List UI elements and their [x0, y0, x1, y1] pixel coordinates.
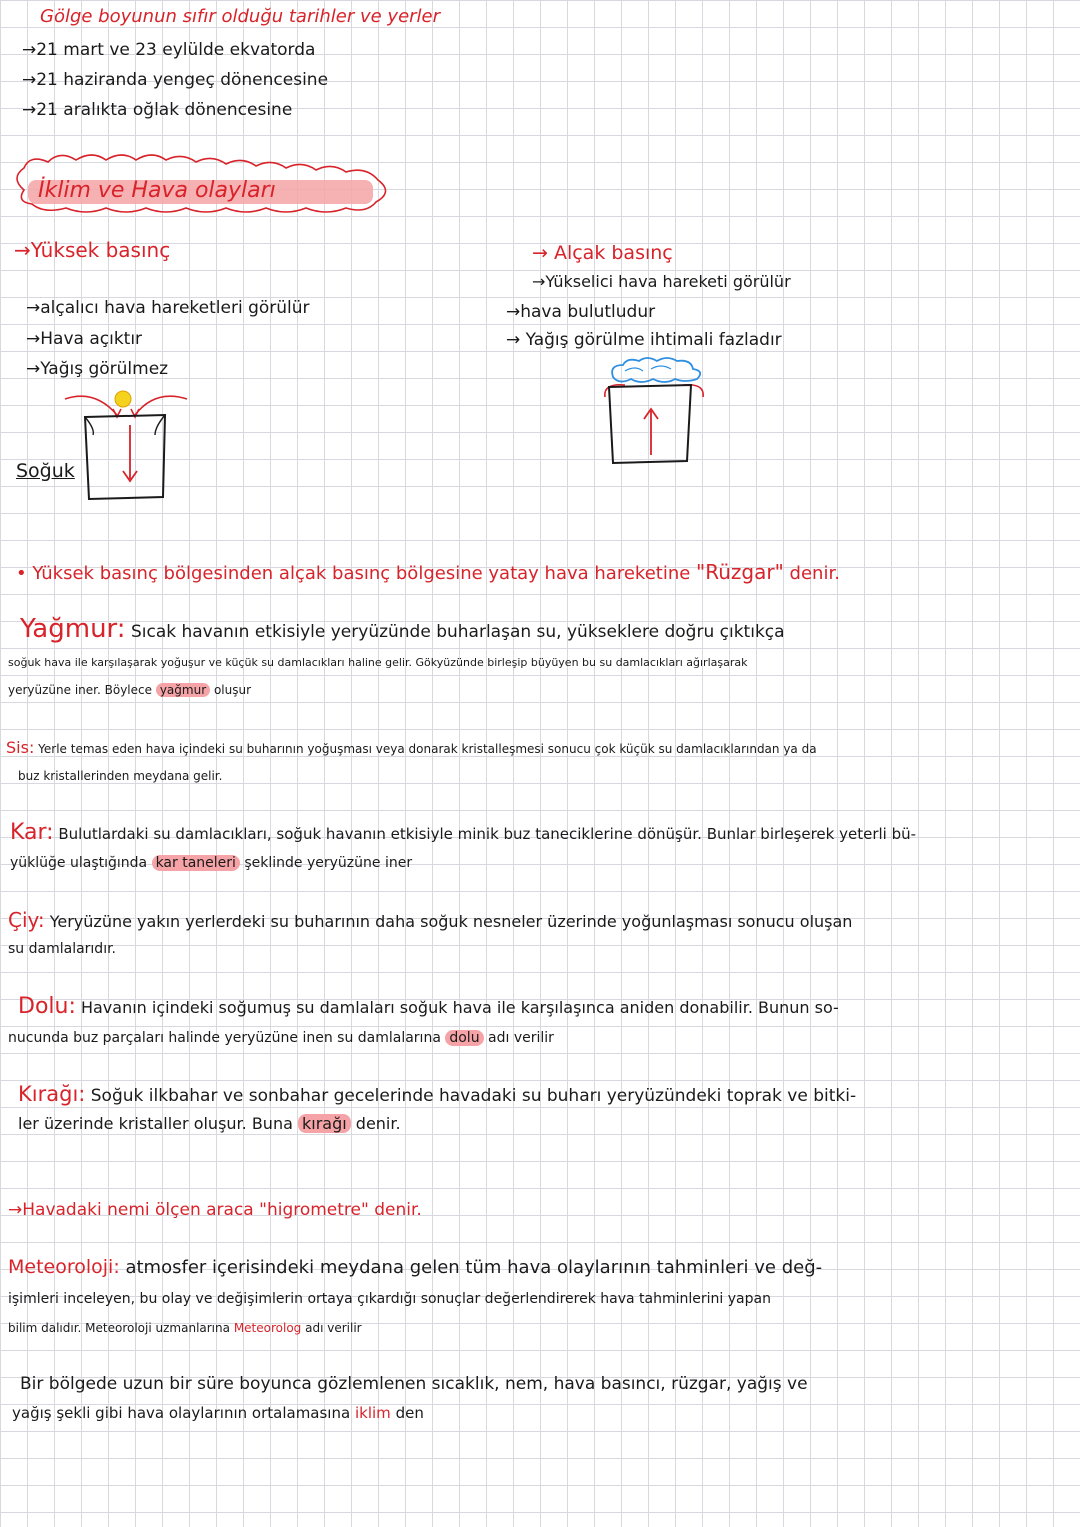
hail-text: nucunda buz parçaları halinde yeryüzüne inen su damlalarına — [8, 1030, 441, 1046]
low-pressure-diagram — [595, 355, 715, 470]
meteorology-text: adı verilir — [305, 1321, 362, 1335]
shadow-item: →21 aralıkta oğlak dönencesine — [22, 100, 293, 120]
rain-text: oluşur — [213, 683, 252, 697]
fog-term: Sis: — [6, 738, 35, 757]
dew-text: Yeryüzüne yakın yerlerdeki su buharının daha soğuk nesneler üzerinde yoğunlaşması sonucu oluşan — [49, 912, 853, 931]
frost-term: Kırağı: — [18, 1082, 86, 1106]
meteorology-text: bilim dalıdır. Meteoroloji uzmanlarına — [8, 1321, 230, 1335]
hail-highlight: dolu — [445, 1030, 483, 1046]
snow-highlight: kar taneleri — [152, 855, 240, 871]
rain-term: Yağmur: — [20, 614, 126, 644]
snow-line-1 — [10, 822, 916, 844]
hail-text: Havanın içindeki soğumuş su damlaları soğuk hava ile karşılaşınca aniden donabilir. Bunun so- — [80, 998, 839, 1017]
rain-text: Sıcak havanın etkisiyle yeryüzünde buharlaşan su, yükseklere doğru çıktıkça — [130, 622, 785, 642]
snow-text: Bulutlardaki su damlacıkları, soğuk havanın etkisiyle minik buz taneciklerine dönüşür. Bunlar birleşerek yeterli bü- — [58, 825, 917, 843]
rain-line-2: soğuk hava ile karşılaşarak yoğuşur ve küçük su damlacıkları haline gelir. Gökyüzünde birleşip büyüyen bu su damlacıkları ağırlaşarak — [8, 656, 748, 669]
diagram-cold-label: Soğuk — [16, 460, 75, 482]
shadow-item: →21 mart ve 23 eylülde ekvatorda — [22, 40, 316, 60]
fog-text: Yerle temas eden hava içindeki su buharının yoğuşması veya donarak kristalleşmesi sonucu çok küçük su damlacıklarından ya da — [38, 742, 817, 756]
hail-line-2 — [8, 1031, 554, 1045]
low-pressure-item: → Yağış görülme ihtimali fazladır — [506, 330, 782, 350]
hail-line-1 — [18, 996, 839, 1018]
fog-line-2: buz kristallerinden meydana gelir. — [18, 769, 223, 783]
high-pressure-title: →Yüksek basınç — [14, 238, 171, 262]
hail-text: adı verilir — [488, 1030, 554, 1046]
snow-text: şeklinde yeryüzüne iner — [244, 855, 413, 871]
snow-term: Kar: — [10, 820, 54, 845]
frost-line-1 — [18, 1084, 856, 1105]
wind-term: "Rüzgar" — [696, 560, 784, 584]
meteorology-text: atmosfer içerisindeki meydana gelen tüm hava olaylarının tahminleri ve değ- — [125, 1257, 823, 1278]
frost-highlight: kırağı — [298, 1114, 351, 1133]
high-pressure-diagram — [55, 385, 205, 505]
meteorology-term: Meteoroloji: — [8, 1256, 120, 1278]
low-pressure-title: → Alçak basınç — [532, 242, 673, 264]
frost-text: denir. — [355, 1114, 401, 1133]
climate-text: den — [395, 1404, 424, 1422]
shadow-title: Gölge boyunun sıfır olduğu tarihler ve yerler — [40, 6, 441, 27]
rain-line-1 — [20, 616, 785, 642]
frost-text: ler üzerinde kristaller oluşur. Buna — [18, 1114, 293, 1133]
high-pressure-item: →alçalıcı hava hareketleri görülür — [26, 298, 310, 318]
climate-line-1: Bir bölgede uzun bir süre boyunca gözlemlenen sıcaklık, nem, hava basıncı, rüzgar, yağış ve — [20, 1374, 808, 1394]
meteorology-line-3 — [8, 1322, 362, 1334]
meteorology-line-1 — [8, 1258, 822, 1277]
climate-line-2 — [12, 1406, 424, 1421]
high-pressure-item: →Yağış görülmez — [26, 359, 169, 379]
snow-text: yüklüğe ulaştığında — [10, 855, 148, 871]
frost-text: Soğuk ilkbahar ve sonbahar gecelerinde havadaki su buharı yeryüzündeki toprak ve bitki- — [90, 1086, 857, 1106]
dew-term: Çiy: — [8, 908, 45, 932]
section-title: İklim ve Hava olayları — [38, 178, 276, 203]
shadow-item: →21 haziranda yengeç dönencesine — [22, 70, 329, 90]
rain-highlight: yağmur — [156, 683, 210, 697]
dew-line-2: su damlalarıdır. — [8, 941, 117, 957]
dew-line-1 — [8, 910, 852, 930]
snow-line-2 — [10, 856, 412, 870]
wind-sentence — [16, 562, 840, 583]
frost-line-2 — [18, 1116, 401, 1132]
high-pressure-item: →Hava açıktır — [26, 329, 143, 349]
hygrometer-note: →Havadaki nemi ölçen araca "higrometre" denir. — [8, 1200, 422, 1220]
low-pressure-item: →hava bulutludur — [506, 302, 656, 322]
rain-line-3 — [8, 684, 251, 696]
wind-end: denir. — [789, 563, 840, 584]
low-pressure-item: →Yükselici hava hareketi görülür — [532, 272, 791, 291]
wind-text: • Yüksek basınç bölgesinden alçak basınç bölgesine yatay hava hareketine — [16, 563, 691, 584]
climate-word: iklim — [354, 1404, 391, 1422]
meteorologist-word: Meteorolog — [233, 1321, 302, 1335]
meteorology-line-2: işimleri inceleyen, bu olay ve değişimlerin ortaya çıkardığı sonuçlar değerlendirerek hava tahminlerini yapan — [8, 1291, 771, 1307]
climate-text: yağış şekli gibi hava olaylarının ortalamasına — [12, 1404, 351, 1422]
rain-text: yeryüzüne iner. Böylece — [8, 683, 152, 697]
hail-term: Dolu: — [18, 994, 76, 1019]
fog-line-1 — [6, 740, 817, 756]
